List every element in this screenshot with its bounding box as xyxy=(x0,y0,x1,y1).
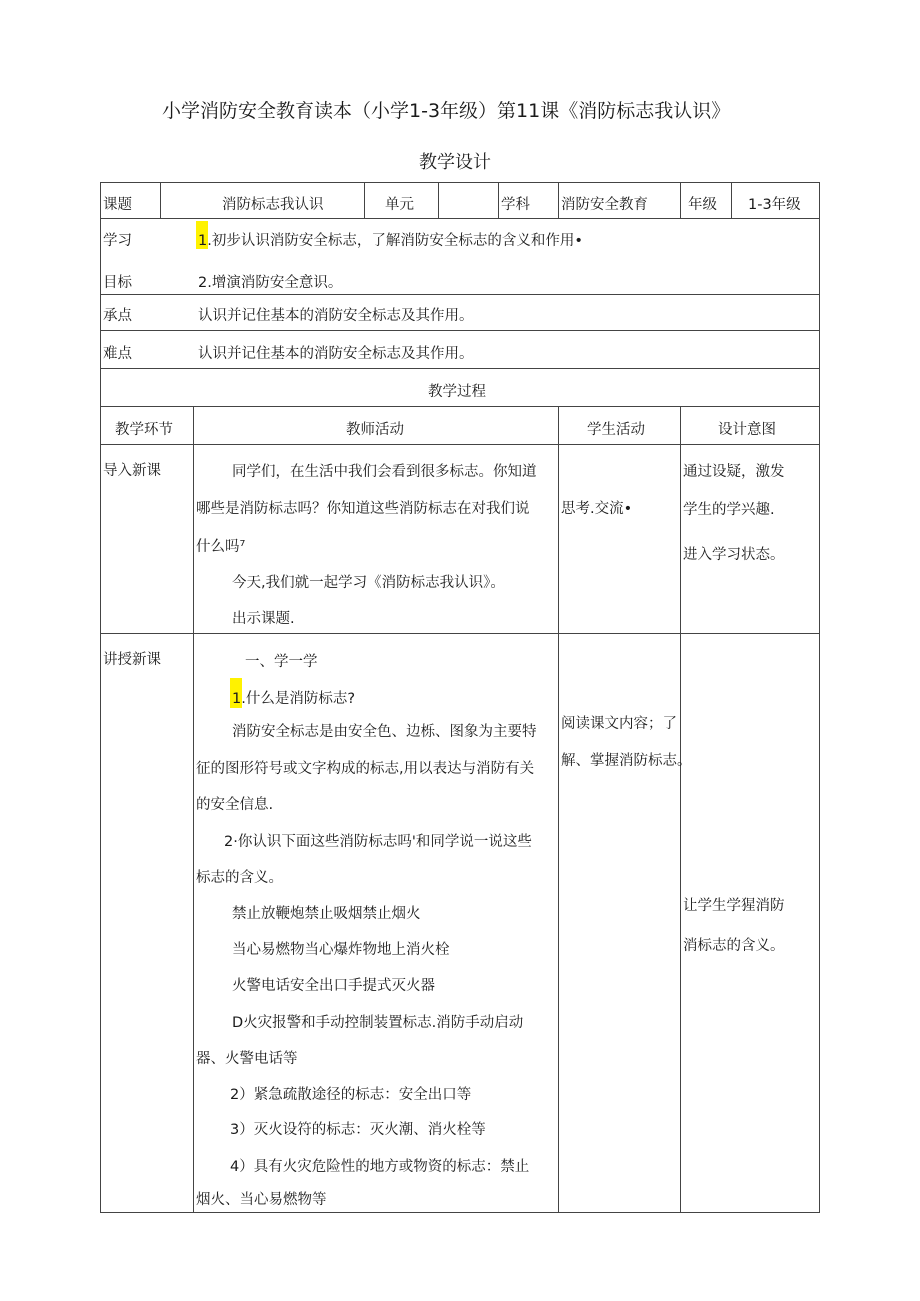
lesson-teacher-line: D火灾报警和手动控制装置标志.消防手动启动 xyxy=(232,1015,524,1031)
lesson-teacher-line: 禁止放鞭炮禁止吸烟禁止烟火 xyxy=(232,906,421,922)
lesson-question-1: 1.什么是消防标志? xyxy=(232,691,356,707)
intro-teacher-line: 哪些是消防标志吗？你知道这些消防标志在对我们说 xyxy=(196,501,530,517)
document-title: 小学消防安全教育读本（小学1-3年级）第11课《消防标志我认识》 xyxy=(162,100,731,122)
lesson-teacher-line: 器、火警电话等 xyxy=(196,1051,298,1067)
unit-label: 单元 xyxy=(385,197,414,213)
goal-item-1: 1.初步认识消防安全标志，了解消防安全标志的含义和作用• xyxy=(198,233,583,249)
grade-value: 1-3年级 xyxy=(748,197,801,213)
intro-teacher-line: 出示课题. xyxy=(232,611,295,627)
intro-student: 思考.交流• xyxy=(561,501,633,517)
course-value: 消防标志我认识 xyxy=(222,197,324,213)
difficult-point-text: 认识并记住基本的消防安全标志及其作用。 xyxy=(198,346,474,362)
key-point-text: 认识并记住基本的消防安全标志及其作用。 xyxy=(198,308,474,324)
lesson-teacher-line: 征的图形符号或文字构成的标志,用以表达与消防有关 xyxy=(196,761,535,777)
column-header-intent: 设计意图 xyxy=(718,422,776,438)
process-header: 教学过程 xyxy=(428,384,486,400)
difficult-point-label: 难点 xyxy=(103,346,132,362)
goals-label-line2: 目标 xyxy=(103,275,132,291)
lesson-teacher-line: 3）灭火设符的标志：灭火潮、消火栓等 xyxy=(230,1122,486,1138)
lesson-intent-line: 让学生学猩消防 xyxy=(683,898,785,914)
intro-intent-line: 通过设疑，激发 xyxy=(683,464,785,480)
column-header-teacher: 教师活动 xyxy=(346,422,404,438)
column-header-stage: 教学环节 xyxy=(115,422,173,438)
lesson-heading: 一、学一学 xyxy=(245,654,318,670)
lesson-intent-line: 消标志的含义。 xyxy=(683,938,785,954)
lesson-teacher-line: 2·你认识下面这些消防标志吗'和同学说一说这些 xyxy=(224,834,532,850)
course-label: 课题 xyxy=(103,197,132,213)
intro-intent-line: 学生的学兴趣. xyxy=(683,502,775,518)
goals-label-line1: 学习 xyxy=(103,233,132,249)
subject-label: 学科 xyxy=(501,197,530,213)
lesson-teacher-line: 当心易燃物当心爆炸物地上消火栓 xyxy=(232,942,450,958)
lesson-teacher-line: 2）紧急疏散途径的标志：安全出口等 xyxy=(230,1087,472,1103)
lesson-teacher-line: 标志的含义。 xyxy=(196,870,283,886)
intro-intent-line: 进入学习状态。 xyxy=(683,547,785,563)
goal-item-2: 2.增演消防安全意识。 xyxy=(198,275,343,291)
lesson-student-line: 阅读课文内容；了 xyxy=(561,716,677,732)
intro-teacher-line: 同学们，在生活中我们会看到很多标志。你知道 xyxy=(232,464,537,480)
lesson-teacher-line: 4）具有火灾危险性的地方或物资的标志：禁止 xyxy=(230,1159,530,1175)
key-point-label: 承点 xyxy=(103,308,132,324)
lesson-teacher-line: 火警电话安全出口手提式灭火器 xyxy=(232,978,435,994)
intro-teacher-line: 什么吗⁷ xyxy=(196,539,246,555)
column-header-student: 学生活动 xyxy=(587,422,645,438)
intro-stage: 导入新课 xyxy=(103,463,161,479)
lesson-teacher-line: 烟火、当心易燃物等 xyxy=(196,1192,327,1208)
intro-teacher-line: 今天,我们就一起学习《消防标志我认识》。 xyxy=(232,575,505,591)
subject-value: 消防安全教育 xyxy=(561,197,648,213)
lesson-teacher-line: 消防安全标志是由安全色、边栎、图象为主要特 xyxy=(232,724,537,740)
grade-label: 年级 xyxy=(688,197,717,213)
lesson-teacher-line: 的安全信息. xyxy=(196,797,274,813)
lesson-stage: 讲授新课 xyxy=(103,652,161,668)
lesson-student-line: 解、掌握消防标志。 xyxy=(561,753,692,769)
document-subtitle: 教学设计 xyxy=(419,152,491,173)
